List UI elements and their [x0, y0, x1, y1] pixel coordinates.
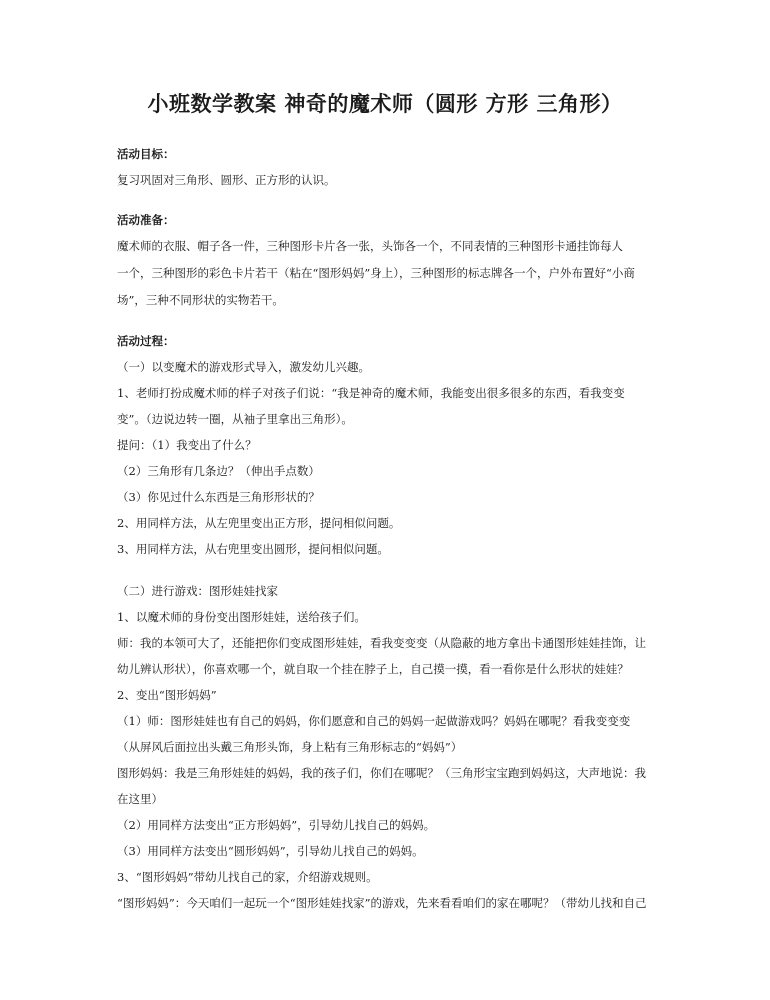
paragraph-line: 变”。（边说边转一圈，从袖子里拿出三角形）。 — [117, 412, 353, 426]
paragraph-line: 2、用同样方法，从左兜里变出正方形，提问相似问题。 — [117, 516, 401, 530]
paragraph-line: “图形妈妈”：今天咱们一起玩一个“图形娃娃找家”的游戏，先来看看咱们的家在哪呢？（带幼儿找和自己 — [117, 896, 647, 910]
paragraph-line: 场”，三种不同形状的实物若干。 — [117, 293, 284, 307]
paragraph-line: （3）你见过什么东西是三角形形状的？ — [117, 490, 320, 504]
paragraph-line: 1、老师打扮成魔术师的样子对孩子们说：“我是神奇的魔术师，我能变出很多很多的东西，看我变变 — [117, 386, 625, 400]
paragraph-line: （3）用同样方法变出“圆形妈妈”，引导幼儿找自己的妈妈。 — [117, 844, 424, 858]
section-heading-preparation: 活动准备： — [117, 213, 175, 227]
paragraph-line: （1）师：图形娃娃也有自己的妈妈，你们愿意和自己的妈妈一起做游戏吗？妈妈在哪呢？看我变变变 — [117, 714, 631, 728]
paragraph-line: 图形妈妈：我是三角形娃娃的妈妈，我的孩子们，你们在哪呢？（三角形宝宝跑到妈妈这，大声地说：我 — [117, 766, 646, 780]
paragraph-line: 复习巩固对三角形、圆形、正方形的认识。 — [117, 173, 336, 187]
section-heading-goals: 活动目标： — [117, 147, 175, 161]
paragraph-line: 魔术师的衣服、帽子各一件，三种图形卡片各一张，头饰各一个，不同表情的三种图形卡通挂饰每人 — [117, 239, 623, 253]
paragraph-line: 师：我的本领可大了，还能把你们变成图形娃娃，看我变变变（从隐蔽的地方拿出卡通图形娃娃挂饰，让 — [117, 636, 646, 650]
paragraph-line: 3、用同样方法，从右兜里变出圆形，提问相似问题。 — [117, 542, 389, 556]
paragraph-line: （从屏风后面拉出头戴三角形头饰，身上粘有三角形标志的“妈妈”） — [117, 740, 463, 754]
paragraph-line: （一）以变魔术的游戏形式导入，激发幼儿兴趣。 — [117, 360, 370, 374]
paragraph-line: 3、“图形妈妈”带幼儿找自己的家，介绍游戏规则。 — [117, 870, 378, 884]
page-title: 小班数学教案 神奇的魔术师（圆形 方形 三角形） — [147, 92, 623, 116]
section-heading-process: 活动过程： — [117, 334, 175, 348]
paragraph-line: 在这里） — [117, 792, 163, 806]
paragraph-line: （二）进行游戏：图形娃娃找家 — [117, 584, 278, 598]
paragraph-line: 一个，三种图形的彩色卡片若干（粘在“图形妈妈”身上），三种图形的标志牌各一个，户外布置好“小商 — [117, 266, 635, 280]
paragraph-line: 提问：（1）我变出了什么？ — [117, 438, 257, 452]
paragraph-line: 幼儿辨认形状），你喜欢哪一个，就自取一个挂在脖子上，自己摸一摸，看一看你是什么形状的娃娃？ — [117, 662, 629, 676]
paragraph-line: （2）三角形有几条边？（伸出手点数） — [117, 464, 320, 478]
paragraph-line: 1、以魔术师的身份变出图形娃娃，送给孩子们。 — [117, 610, 366, 624]
paragraph-line: （2）用同样方法变出“正方形妈妈”，引导幼儿找自己的妈妈。 — [117, 818, 436, 832]
paragraph-line: 2、变出“图形妈妈” — [117, 688, 217, 702]
